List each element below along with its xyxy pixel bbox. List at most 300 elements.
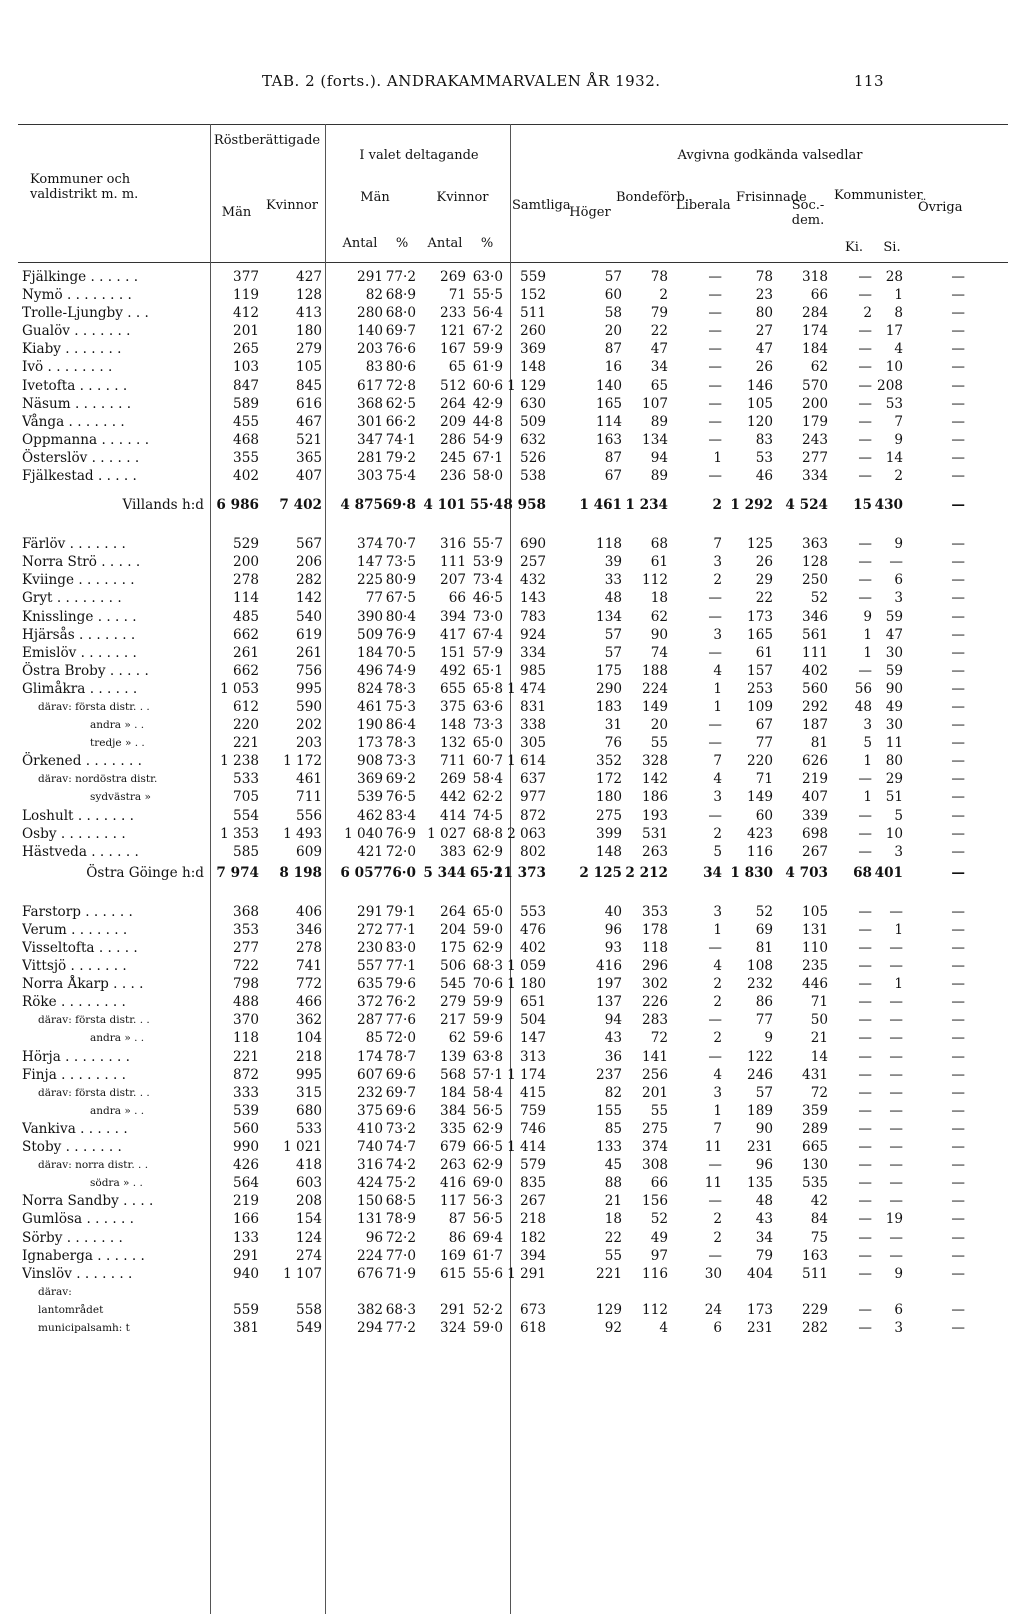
cell-komm-ki: 2 <box>863 305 872 322</box>
cell-valet-man-antal: 291 <box>357 903 383 920</box>
cell-hoger: 221 <box>596 1265 622 1282</box>
cell-liberala: — <box>708 305 722 322</box>
cell-valet-kvinnor-pct: 69·4 <box>472 1229 503 1246</box>
table-row <box>0 1029 1024 1047</box>
cell-rostb-kvinnor: 365 <box>296 449 322 466</box>
cell-komm-ki: 48 <box>854 698 872 715</box>
cell-ovriga: — <box>951 413 965 430</box>
col-header-samtliga: Samtliga <box>512 198 571 213</box>
cell-valet-man-pct: 79·1 <box>385 903 416 920</box>
table-row <box>0 975 1024 993</box>
cell-ovriga: — <box>951 753 965 770</box>
cell-rostb-man: 7 974 <box>216 864 259 881</box>
row-label: Oppmanna . . . . . . <box>22 431 150 448</box>
header-bottom-rule <box>18 262 1008 263</box>
cell-komm-si: — <box>889 958 903 975</box>
cell-valet-man-antal: 82 <box>365 287 383 304</box>
cell-valet-man-pct: 66·2 <box>385 413 416 430</box>
cell-valet-kvinnor-pct: 55·5 <box>472 287 503 304</box>
cell-komm-ki: — <box>858 1048 872 1065</box>
cell-samtliga: 1 180 <box>507 976 546 993</box>
cell-valet-man-antal: 539 <box>357 789 383 806</box>
cell-hoger: 20 <box>604 323 622 340</box>
cell-ovriga: — <box>951 1229 965 1246</box>
cell-liberala: 3 <box>713 554 722 571</box>
cell-socdem: 359 <box>802 1102 828 1119</box>
cell-rostb-man: 585 <box>233 843 259 860</box>
cell-hoger: 76 <box>604 735 622 752</box>
cell-komm-si: — <box>889 903 903 920</box>
cell-samtliga: 526 <box>520 449 546 466</box>
cell-samtliga: 334 <box>520 644 546 661</box>
table-row <box>0 467 1024 485</box>
cell-socdem: 52 <box>810 590 828 607</box>
cell-komm-si: — <box>889 1030 903 1047</box>
cell-valet-man-antal: 4 875 <box>340 497 383 514</box>
cell-frisinnade: 189 <box>747 1102 773 1119</box>
cell-bondeforb: 186 <box>642 789 668 806</box>
col-header-liberala: Liberala <box>676 198 731 213</box>
cell-rostb-kvinnor: 7 402 <box>279 497 322 514</box>
cell-hoger: 416 <box>596 958 622 975</box>
cell-valet-man-antal: 6 057 <box>340 864 383 881</box>
cell-rostb-man: 426 <box>233 1157 259 1174</box>
cell-rostb-man: 798 <box>233 976 259 993</box>
row-label: tredje » . . <box>90 737 145 750</box>
cell-frisinnade: 83 <box>755 431 773 448</box>
cell-bondeforb: 142 <box>642 771 668 788</box>
cell-valet-kvinnor-antal: 291 <box>440 1301 466 1318</box>
cell-komm-ki: — <box>858 1211 872 1228</box>
cell-bondeforb: 79 <box>650 305 668 322</box>
cell-socdem: 14 <box>810 1048 828 1065</box>
cell-valet-man-antal: 740 <box>357 1139 383 1156</box>
row-label: Vinslöv . . . . . . . <box>22 1265 133 1282</box>
cell-rostb-kvinnor: 549 <box>296 1319 322 1336</box>
cell-socdem: 72 <box>810 1084 828 1101</box>
table-row <box>0 449 1024 467</box>
cell-valet-kvinnor-antal: 264 <box>440 903 466 920</box>
cell-valet-kvinnor-antal: 86 <box>448 1229 466 1246</box>
cell-bondeforb: 112 <box>642 572 668 589</box>
total-row <box>0 861 1024 886</box>
cell-liberala: 1 <box>713 1102 722 1119</box>
cell-valet-kvinnor-antal: 217 <box>440 1012 466 1029</box>
cell-hoger: 165 <box>596 395 622 412</box>
cell-socdem: 511 <box>802 1265 828 1282</box>
cell-valet-man-pct: 62·5 <box>385 395 416 412</box>
cell-ovriga: — <box>951 626 965 643</box>
cell-rostb-kvinnor: 772 <box>296 976 322 993</box>
cell-ovriga: — <box>951 1157 965 1174</box>
cell-rostb-man: 133 <box>233 1229 259 1246</box>
cell-frisinnade: 43 <box>755 1211 773 1228</box>
cell-valet-man-pct: 74·1 <box>385 431 416 448</box>
cell-valet-man-antal: 390 <box>357 608 383 625</box>
cell-hoger: 85 <box>604 1120 622 1137</box>
cell-frisinnade: 86 <box>755 994 773 1011</box>
cell-samtliga: 1 474 <box>507 680 546 697</box>
cell-bondeforb: 90 <box>650 626 668 643</box>
cell-liberala: — <box>708 377 722 394</box>
cell-bondeforb: 134 <box>642 431 668 448</box>
cell-valet-kvinnor-pct: 66·5 <box>472 1139 503 1156</box>
cell-komm-ki: — <box>858 287 872 304</box>
col-header-antal2: Antal <box>427 236 463 251</box>
cell-valet-kvinnor-antal: 492 <box>440 662 466 679</box>
cell-valet-man-antal: 374 <box>357 536 383 553</box>
cell-valet-kvinnor-antal: 167 <box>440 341 466 358</box>
cell-liberala: 7 <box>713 753 722 770</box>
cell-samtliga: 985 <box>520 662 546 679</box>
cell-valet-kvinnor-pct: 57·1 <box>472 1066 503 1083</box>
cell-frisinnade: 27 <box>755 323 773 340</box>
cell-ovriga: — <box>951 903 965 920</box>
row-label: municipalsamh: t <box>38 1321 130 1334</box>
cell-rostb-kvinnor: 104 <box>296 1030 322 1047</box>
cell-hoger: 175 <box>596 662 622 679</box>
cell-komm-ki: — <box>858 1193 872 1210</box>
cell-liberala: 5 <box>713 843 722 860</box>
col-header-man: Män <box>221 205 252 220</box>
cell-hoger: 22 <box>604 1229 622 1246</box>
cell-ovriga: — <box>951 395 965 412</box>
cell-socdem: 229 <box>802 1301 828 1318</box>
cell-hoger: 93 <box>604 940 622 956</box>
cell-ovriga: — <box>951 735 965 752</box>
cell-liberala: — <box>708 644 722 661</box>
cell-frisinnade: 53 <box>755 449 773 466</box>
cell-frisinnade: 149 <box>747 789 773 806</box>
cell-valet-kvinnor-antal: 324 <box>440 1319 466 1336</box>
cell-samtliga: 147 <box>520 1030 546 1047</box>
cell-samtliga: 977 <box>520 789 546 806</box>
cell-frisinnade: 23 <box>755 287 773 304</box>
row-label: andra » . . <box>90 1032 145 1045</box>
cell-valet-man-antal: 232 <box>357 1084 383 1101</box>
row-label: därav: <box>38 1285 72 1298</box>
cell-rostb-kvinnor: 461 <box>296 771 322 788</box>
table-row <box>0 553 1024 571</box>
cell-valet-kvinnor-pct: 42·9 <box>472 395 503 412</box>
cell-ovriga: — <box>951 680 965 697</box>
cell-komm-si: 430 <box>874 497 903 514</box>
row-spacer <box>0 886 1024 903</box>
cell-valet-man-antal: 294 <box>357 1319 383 1336</box>
cell-samtliga: 1 059 <box>507 958 546 975</box>
cell-komm-si: 4 <box>894 341 903 358</box>
cell-ovriga: — <box>951 1048 965 1065</box>
cell-valet-man-antal: 375 <box>357 1102 383 1119</box>
cell-valet-kvinnor-pct: 59·9 <box>472 1012 503 1029</box>
cell-valet-kvinnor-antal: 417 <box>440 626 466 643</box>
cell-valet-man-antal: 424 <box>357 1175 383 1192</box>
cell-rostb-kvinnor: 315 <box>296 1084 322 1101</box>
cell-samtliga: 1 174 <box>507 1066 546 1083</box>
cell-valet-man-antal: 676 <box>357 1265 383 1282</box>
cell-valet-man-antal: 347 <box>357 431 383 448</box>
cell-valet-kvinnor-antal: 416 <box>440 1175 466 1192</box>
cell-hoger: 57 <box>604 644 622 661</box>
cell-valet-kvinnor-antal: 245 <box>440 449 466 466</box>
cell-komm-si: 1 <box>894 976 903 993</box>
cell-rostb-man: 529 <box>233 536 259 553</box>
cell-bondeforb: 226 <box>642 994 668 1011</box>
cell-valet-kvinnor-pct: 73·3 <box>472 717 503 734</box>
cell-valet-man-pct: 83·0 <box>385 940 416 956</box>
cell-valet-man-pct: 69·8 <box>382 497 416 514</box>
cell-komm-ki: — <box>858 269 872 285</box>
cell-rostb-kvinnor: 362 <box>296 1012 322 1029</box>
cell-bondeforb: 94 <box>650 449 668 466</box>
cell-rostb-kvinnor: 1 107 <box>283 1265 322 1282</box>
row-label: därav: första distr. . . <box>38 700 150 713</box>
cell-liberala: 2 <box>713 976 722 993</box>
cell-bondeforb: 22 <box>650 323 668 340</box>
cell-valet-kvinnor-pct: 67·4 <box>472 626 503 643</box>
cell-valet-man-antal: 617 <box>357 377 383 394</box>
cell-rostb-man: 118 <box>233 1030 259 1047</box>
cell-valet-man-pct: 69·7 <box>385 1084 416 1101</box>
cell-valet-kvinnor-pct: 65·8 <box>472 680 503 697</box>
cell-valet-kvinnor-antal: 679 <box>440 1139 466 1156</box>
cell-valet-kvinnor-antal: 316 <box>440 536 466 553</box>
cell-valet-kvinnor-antal: 148 <box>440 717 466 734</box>
cell-komm-ki: — <box>858 1084 872 1101</box>
cell-hoger: 58 <box>604 305 622 322</box>
cell-rostb-kvinnor: 467 <box>296 413 322 430</box>
row-label: Fjälkestad . . . . . <box>22 468 137 485</box>
cell-ovriga: — <box>951 1247 965 1264</box>
cell-liberala: 34 <box>703 864 722 881</box>
table-row <box>0 1174 1024 1192</box>
cell-valet-man-pct: 78·9 <box>385 1211 416 1228</box>
table-row <box>0 322 1024 340</box>
cell-valet-kvinnor-pct: 68·8 <box>472 825 503 842</box>
cell-valet-man-antal: 372 <box>357 994 383 1011</box>
cell-liberala: 11 <box>704 1175 722 1192</box>
col-header-ki: Ki. <box>844 240 863 255</box>
cell-ovriga: — <box>951 825 965 842</box>
cell-ovriga: — <box>951 341 965 358</box>
table-row <box>0 843 1024 861</box>
cell-komm-si: 401 <box>874 864 903 881</box>
cell-bondeforb: 20 <box>650 717 668 734</box>
cell-frisinnade: 47 <box>755 341 773 358</box>
cell-komm-si: 9 <box>894 1265 903 1282</box>
cell-rostb-kvinnor: 603 <box>296 1175 322 1192</box>
cell-bondeforb: 178 <box>642 921 668 938</box>
cell-rostb-kvinnor: 203 <box>296 735 322 752</box>
cell-valet-kvinnor-pct: 67·1 <box>472 449 503 466</box>
cell-liberala: 4 <box>713 771 722 788</box>
cell-komm-si: 90 <box>885 680 903 697</box>
col-header-hoger: Höger <box>569 205 611 220</box>
cell-hoger: 114 <box>596 413 622 430</box>
cell-bondeforb: 52 <box>650 1211 668 1228</box>
cell-rostb-man: 201 <box>233 323 259 340</box>
cell-rostb-kvinnor: 521 <box>296 431 322 448</box>
cell-valet-kvinnor-pct: 65·0 <box>472 903 503 920</box>
cell-komm-ki: — <box>858 1265 872 1282</box>
row-label: Vittsjö . . . . . . . <box>22 958 127 975</box>
row-label: Näsum . . . . . . . <box>22 395 132 412</box>
cell-liberala: — <box>708 341 722 358</box>
cell-komm-ki: — <box>858 1066 872 1083</box>
cell-rostb-man: 6 986 <box>216 497 259 514</box>
cell-frisinnade: 1 292 <box>730 497 773 514</box>
cell-rostb-kvinnor: 261 <box>296 644 322 661</box>
cell-valet-man-pct: 78·3 <box>385 735 416 752</box>
cell-rostb-kvinnor: 202 <box>296 717 322 734</box>
row-label: lantområdet <box>38 1303 104 1316</box>
cell-valet-kvinnor-pct: 65·0 <box>472 735 503 752</box>
cell-ovriga: — <box>951 1120 965 1137</box>
cell-valet-man-pct: 71·9 <box>385 1265 416 1282</box>
cell-valet-kvinnor-pct: 68·3 <box>472 958 503 975</box>
cell-samtliga: 579 <box>520 1157 546 1174</box>
cell-liberala: 4 <box>713 958 722 975</box>
cell-ovriga: — <box>951 572 965 589</box>
cell-samtliga: 637 <box>520 771 546 788</box>
cell-valet-man-antal: 147 <box>357 554 383 571</box>
cell-komm-ki: 3 <box>863 717 872 734</box>
cell-bondeforb: 78 <box>650 269 668 285</box>
cell-valet-kvinnor-pct: 62·9 <box>472 1157 503 1174</box>
cell-valet-kvinnor-antal: 1 027 <box>427 825 466 842</box>
cell-rostb-kvinnor: 413 <box>296 305 322 322</box>
cell-rostb-man: 589 <box>233 395 259 412</box>
row-label: därav: första distr. . . <box>38 1086 150 1099</box>
cell-rostb-kvinnor: 540 <box>296 608 322 625</box>
cell-bondeforb: 34 <box>650 359 668 376</box>
cell-valet-man-antal: 190 <box>357 717 383 734</box>
cell-komm-si: 17 <box>885 323 903 340</box>
cell-rostb-man: 662 <box>233 662 259 679</box>
row-label: Ignaberga . . . . . . <box>22 1247 145 1264</box>
cell-valet-man-pct: 80·4 <box>385 608 416 625</box>
cell-valet-man-antal: 1 040 <box>344 825 383 842</box>
cell-valet-kvinnor-antal: 184 <box>440 1084 466 1101</box>
cell-komm-ki: — <box>858 940 872 956</box>
cell-liberala: — <box>708 735 722 752</box>
row-label: Ivetofta . . . . . . <box>22 377 128 394</box>
table-row <box>0 957 1024 975</box>
cell-rostb-man: 564 <box>233 1175 259 1192</box>
cell-komm-ki: 1 <box>863 789 872 806</box>
cell-komm-si: 59 <box>885 662 903 679</box>
cell-bondeforb: 531 <box>642 825 668 842</box>
col-header-si: Si. <box>883 240 901 255</box>
cell-ovriga: — <box>951 449 965 466</box>
cell-rostb-man: 872 <box>233 1066 259 1083</box>
cell-ovriga: — <box>951 662 965 679</box>
row-label: Vånga . . . . . . . <box>22 413 125 430</box>
cell-valet-man-antal: 557 <box>357 958 383 975</box>
cell-valet-man-antal: 272 <box>357 921 383 938</box>
cell-komm-ki: — <box>858 1229 872 1246</box>
cell-valet-kvinnor-antal: 111 <box>440 554 466 571</box>
cell-rostb-kvinnor: 616 <box>296 395 322 412</box>
cell-bondeforb: 74 <box>650 644 668 661</box>
cell-liberala: 4 <box>713 662 722 679</box>
cell-valet-kvinnor-antal: 655 <box>440 680 466 697</box>
cell-socdem: 187 <box>802 717 828 734</box>
cell-komm-ki: — <box>858 1120 872 1137</box>
cell-frisinnade: 26 <box>755 359 773 376</box>
cell-bondeforb: 353 <box>642 903 668 920</box>
cell-valet-man-antal: 230 <box>357 940 383 956</box>
cell-ovriga: — <box>951 940 965 956</box>
cell-socdem: 570 <box>802 377 828 394</box>
cell-valet-man-pct: 75·3 <box>385 698 416 715</box>
table-row <box>0 698 1024 716</box>
cell-socdem: 66 <box>810 287 828 304</box>
cell-hoger: 31 <box>604 717 622 734</box>
cell-bondeforb: 283 <box>642 1012 668 1029</box>
cell-komm-si: — <box>889 1193 903 1210</box>
cell-samtliga: 924 <box>520 626 546 643</box>
cell-valet-man-antal: 174 <box>357 1048 383 1065</box>
cell-samtliga: 835 <box>520 1175 546 1192</box>
cell-hoger: 57 <box>604 269 622 285</box>
cell-samtliga: 1 614 <box>507 753 546 770</box>
row-label: Stoby . . . . . . . <box>22 1139 122 1156</box>
cell-valet-kvinnor-pct: 55·7 <box>472 536 503 553</box>
cell-valet-kvinnor-pct: 60·7 <box>472 753 503 770</box>
cell-komm-si: 208 <box>877 377 903 394</box>
cell-rostb-man: 455 <box>233 413 259 430</box>
cell-rostb-kvinnor: 208 <box>296 1193 322 1210</box>
cell-valet-man-pct: 86·4 <box>385 717 416 734</box>
cell-rostb-man: 402 <box>233 468 259 485</box>
cell-ovriga: — <box>951 644 965 661</box>
cell-frisinnade: 165 <box>747 626 773 643</box>
cell-valet-kvinnor-pct: 60·6 <box>472 377 503 394</box>
cell-ovriga: — <box>951 771 965 788</box>
cell-valet-man-antal: 509 <box>357 626 383 643</box>
cell-komm-si: 5 <box>894 807 903 824</box>
cell-valet-man-antal: 368 <box>357 395 383 412</box>
col-header-man2: Män <box>360 190 390 205</box>
cell-rostb-kvinnor: 427 <box>296 269 322 285</box>
cell-socdem: 128 <box>802 554 828 571</box>
cell-frisinnade: 220 <box>747 753 773 770</box>
cell-rostb-kvinnor: 466 <box>296 994 322 1011</box>
cell-socdem: 407 <box>802 789 828 806</box>
cell-valet-kvinnor-pct: 74·5 <box>472 807 503 824</box>
cell-komm-ki: 56 <box>854 680 872 697</box>
cell-samtliga: 8 958 <box>503 497 546 514</box>
cell-valet-kvinnor-antal: 236 <box>440 468 466 485</box>
cell-rostb-kvinnor: 128 <box>296 287 322 304</box>
cell-socdem: 200 <box>802 395 828 412</box>
cell-valet-kvinnor-pct: 65·2 <box>469 864 503 881</box>
cell-valet-man-pct: 72·0 <box>385 843 416 860</box>
cell-valet-kvinnor-pct: 62·9 <box>472 1120 503 1137</box>
cell-rostb-man: 539 <box>233 1102 259 1119</box>
table-row <box>0 377 1024 395</box>
cell-valet-kvinnor-pct: 63·6 <box>472 698 503 715</box>
cell-valet-man-antal: 607 <box>357 1066 383 1083</box>
cell-bondeforb: 156 <box>642 1193 668 1210</box>
cell-valet-man-antal: 225 <box>357 572 383 589</box>
cell-liberala: — <box>708 807 722 824</box>
cell-socdem: 174 <box>802 323 828 340</box>
col-header-kommuner: Kommuner och valdistrikt m. m. <box>30 172 139 202</box>
row-label: Knisslinge . . . . . <box>22 608 137 625</box>
cell-rostb-man: 278 <box>233 572 259 589</box>
